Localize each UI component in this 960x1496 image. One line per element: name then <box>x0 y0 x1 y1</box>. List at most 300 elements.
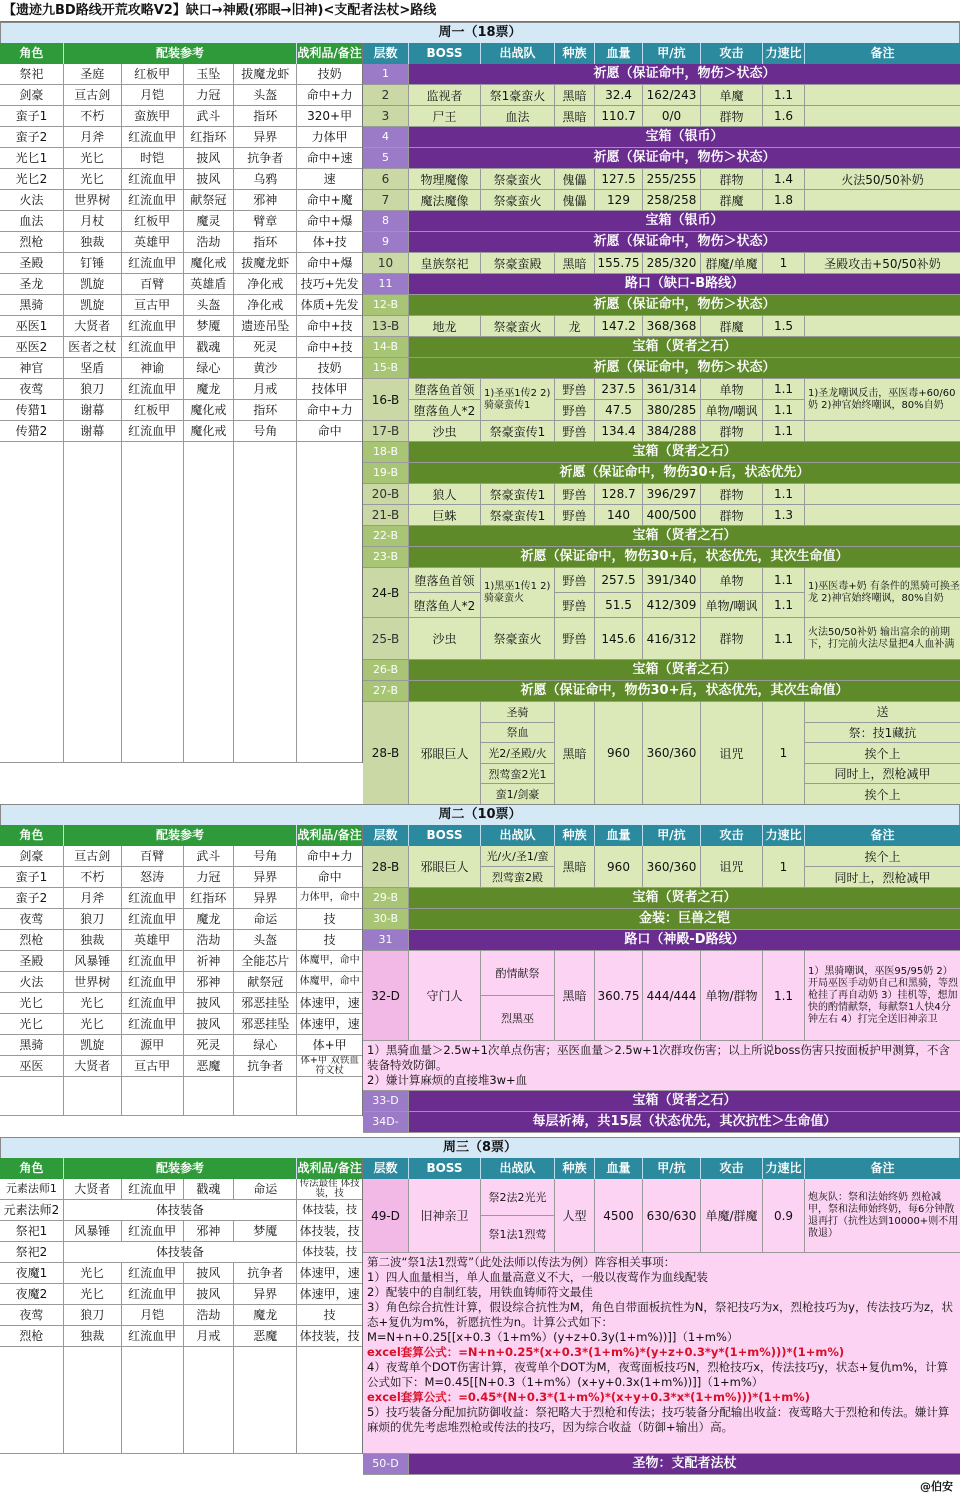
header-8: 备注 <box>870 46 895 60</box>
armor: 444/444 <box>643 951 701 1040</box>
role-gear: 净化戒 <box>234 274 297 294</box>
level-num: 8 <box>363 211 409 231</box>
role-row <box>0 1326 362 1347</box>
header-6: 攻击 <box>701 43 763 64</box>
level-num: 19-B <box>363 463 409 483</box>
note-line: 1）四人血量相当，单人血量高意义不大，一般以夜莺作为血线配装 <box>367 1270 708 1284</box>
ratio: 1.8 <box>763 190 805 210</box>
role-gear: 净化戒 <box>234 295 297 315</box>
boss-row <box>363 190 960 211</box>
role-gear: 独裁 <box>64 930 122 950</box>
note-line: M=N+n+0.25[[x+0.3（1+m%）(y+z+0.3y(1+m%))]]（1+m%） <box>367 1330 739 1344</box>
hp: 155.75 <box>595 253 643 273</box>
role-gear: 红板甲 <box>122 64 184 84</box>
role-gear: 异界 <box>234 127 297 147</box>
role-row <box>0 295 362 316</box>
author-credit: @伯安 <box>920 1480 953 1493</box>
week2-header: 周二（10票） <box>0 804 960 826</box>
role-gear: 百臂 <box>122 846 184 866</box>
role-gear: 魔龙 <box>184 909 235 929</box>
role-gear: 披风 <box>184 1284 235 1304</box>
team: 祭豪蛮殿 <box>481 253 555 273</box>
boss-name: 邪眼巨人 <box>409 702 481 804</box>
role-gear: 独裁 <box>64 1326 122 1346</box>
boss-row-teams <box>363 951 960 1041</box>
level-band <box>363 681 960 702</box>
level-num: 49-D <box>363 1179 409 1252</box>
role-row <box>0 867 362 888</box>
role-gear: 抗争者 <box>234 1263 297 1283</box>
boss-row-split <box>363 568 960 618</box>
team: 祭豪蛮传1 <box>481 505 555 525</box>
level-event: 祈愿（保证命中，物伤30+后，状态优先，其次生命值） <box>520 549 849 564</box>
role-gear: 红板甲 <box>122 211 184 231</box>
role-name: 光匕2 <box>0 169 64 189</box>
level-band <box>363 232 960 253</box>
level-num: 7 <box>363 190 409 210</box>
armor: 400/500 <box>643 505 701 525</box>
attack: 群物 <box>701 484 763 504</box>
header-1: BOSS <box>409 43 481 64</box>
attack: 单物 单物/嘲讽 <box>701 379 763 420</box>
role-gear: 红流血甲 <box>122 316 184 336</box>
attack: 单魔 <box>701 85 763 105</box>
armor: 258/258 <box>643 190 701 210</box>
role-gear: 号角 <box>234 846 297 866</box>
race: 野兽 野兽 <box>555 568 595 617</box>
armor: 396/297 <box>643 484 701 504</box>
level-num: 2 <box>363 85 409 105</box>
team: 血法 <box>481 106 555 126</box>
race: 龙 <box>555 316 595 336</box>
role-gear: 红流血甲 <box>122 190 184 210</box>
team: 光2/圣殿/火 <box>481 742 554 763</box>
role-note: 体质+先发 <box>300 298 359 312</box>
role-gear: 英雄甲 <box>122 930 184 950</box>
note: 祭：技1藏抗 <box>805 722 960 743</box>
role-name: 剑豪 <box>0 846 64 866</box>
role-note: 技 <box>323 933 336 947</box>
level-num: 28-B <box>363 702 409 804</box>
role-gear: 浩劫 <box>184 930 235 950</box>
role-row <box>0 1035 362 1056</box>
level-event: 宝箱（银币） <box>645 213 724 228</box>
role-row <box>0 1284 362 1305</box>
hp: 4500 <box>595 1179 643 1252</box>
team: 圣骑 <box>506 705 529 719</box>
hp: 140 <box>595 505 643 525</box>
boss-name: 物理魔像 <box>409 169 481 189</box>
role-name: 火法 <box>0 190 64 210</box>
role-row <box>0 1305 362 1326</box>
team: 祭1豪蛮火 <box>481 85 555 105</box>
role-gear: 红流血甲 <box>122 972 184 992</box>
team: 祭豪蛮火 <box>481 316 555 336</box>
level-event: 路口（神殿-D路线） <box>624 932 745 947</box>
role-gear: 光匕 <box>64 169 122 189</box>
col-loot: 战利品/备注 <box>297 828 362 842</box>
boss-panel-week3 <box>363 1158 960 1475</box>
boss-panel-week2 <box>363 825 960 1133</box>
role-gear: 光匕 <box>64 1014 122 1034</box>
boss-name: 监视者 <box>409 85 481 105</box>
armor: 360/360 <box>643 846 701 887</box>
note: 1)圣龙嘲讽反击，巫医毒+60/60奶 2)神官始终嘲讽，80%自奶 <box>808 387 956 411</box>
level-num: 6 <box>363 169 409 189</box>
role-row <box>0 1179 362 1200</box>
race: 黑暗 <box>555 253 595 273</box>
boss-row <box>363 106 960 127</box>
ratio: 1 <box>763 702 805 804</box>
role-gear: 世界树 <box>64 972 122 992</box>
armor: 162/243 <box>643 85 701 105</box>
role-gear: 浩劫 <box>184 1305 235 1325</box>
role-name: 传猎2 <box>0 421 64 441</box>
role-gear: 异界 <box>234 888 297 908</box>
team: 祭豪蛮传1 <box>481 484 555 504</box>
role-row <box>0 337 362 358</box>
role-gear: 红流血甲 <box>122 127 184 147</box>
role-row <box>0 85 362 106</box>
role-row <box>0 190 362 211</box>
note <box>805 106 960 126</box>
role-note: 命中+魔 <box>306 193 353 207</box>
role-note: 体魔甲，命中 <box>299 976 360 987</box>
level-band <box>363 1112 960 1133</box>
level-event: 祈愿（保证命中，物伤30+后，状态优先，其次生命值） <box>520 683 849 698</box>
note <box>805 421 960 441</box>
team: 1)黑巫1传1 2)骑豪蛮火 <box>481 568 555 617</box>
attack: 诅咒 <box>701 702 763 804</box>
boss-row <box>363 618 960 660</box>
header-7: 力速比 <box>763 825 805 846</box>
level-num: 16-B <box>363 379 409 420</box>
attack: 群魔/单魔 <box>701 253 763 273</box>
role-gear: 光匕 <box>64 1284 122 1304</box>
role-name: 祭祀2 <box>0 1242 64 1262</box>
role-gear: 魔灵 <box>184 211 235 231</box>
note: 炮灰队：祭和法始终奶 烈枪减甲，祭和法师始终奶，每6分钟散退再打（抗性达到10000+则不用散退） <box>808 1191 959 1239</box>
boss-row-teams <box>363 702 960 805</box>
boss-name: 巨蛛 <box>409 505 481 525</box>
role-panel <box>0 825 363 1116</box>
notes <box>805 846 960 887</box>
boss-panel-week1 <box>363 43 960 805</box>
ratio: 1 <box>763 846 805 887</box>
role-gear: 红流血甲 <box>122 337 184 357</box>
armor: 384/288 <box>643 421 701 441</box>
role-name: 光匕 <box>0 1014 64 1034</box>
role-gear: 狼刀 <box>64 379 122 399</box>
role-row <box>0 127 362 148</box>
level-event: 宝箱（贤者之石） <box>632 662 737 677</box>
level-band <box>363 211 960 232</box>
role-gear: 命运 <box>234 909 297 929</box>
role-gear: 恶魔 <box>184 1056 235 1076</box>
race: 黑暗 <box>555 702 595 804</box>
role-gear: 大贤者 <box>64 316 122 336</box>
header-5: 甲/抗 <box>643 825 701 846</box>
header-8: 备注 <box>870 828 895 842</box>
level-band <box>363 547 960 568</box>
level-num: 1 <box>363 64 409 84</box>
note: 送 <box>876 705 889 720</box>
race: 黑暗 <box>555 85 595 105</box>
boss-name: 沙虫 <box>409 421 481 441</box>
role-gear: 红流血甲 <box>122 379 184 399</box>
ratio: 1.1 <box>763 85 805 105</box>
role-row <box>0 1200 362 1221</box>
attack: 诅咒 <box>701 846 763 887</box>
role-gear: 红流血甲 <box>122 1263 184 1283</box>
race: 黑暗 <box>555 846 595 887</box>
role-gear: 医者之杖 <box>64 337 122 357</box>
attack: 群物 <box>701 421 763 441</box>
role-row <box>0 1014 362 1035</box>
role-gear: 红流血甲 <box>122 1014 184 1034</box>
role-gear: 红流血甲 <box>122 951 184 971</box>
level-band <box>363 337 960 358</box>
team: 蛮1/剑豪 <box>481 783 554 804</box>
role-note: 命中+力 <box>306 849 353 863</box>
team: 祭豪蛮火 <box>481 169 555 189</box>
ratio: 1.3 <box>763 505 805 525</box>
role-name: 巫医 <box>0 1056 64 1076</box>
ratio: 1.1 1.1 <box>763 379 805 420</box>
level-num: 33-D <box>363 1091 409 1111</box>
level-band <box>363 148 960 169</box>
team: 祭1法1烈莺 <box>481 1215 554 1252</box>
level-band <box>363 1454 960 1475</box>
level-num: 12-B <box>363 295 409 315</box>
role-gear: 亘古剑 <box>64 85 122 105</box>
role-gear: 神谕 <box>122 358 184 378</box>
boss-row <box>363 316 960 337</box>
role-gear: 邪神 <box>184 1221 235 1241</box>
level-event: 祈愿（保证命中，物伤＞状态） <box>593 360 776 375</box>
armor: 416/312 <box>643 618 701 659</box>
col-role: 角色 <box>0 1158 64 1179</box>
ratio: 1.4 <box>763 169 805 189</box>
attack: 单魔/群魔 <box>701 1179 763 1252</box>
role-note: 命中+速 <box>306 151 353 165</box>
role-note: 体速甲，速 <box>299 1266 360 1280</box>
level-num: 25-B <box>363 618 409 659</box>
role-gear: 狼刀 <box>64 909 122 929</box>
attack: 群魔 <box>701 190 763 210</box>
role-gear: 怒涛 <box>122 867 184 887</box>
role-panel <box>0 43 363 763</box>
header-7: 力速比 <box>763 43 805 64</box>
level-band <box>363 442 960 463</box>
boss-name: 地龙 <box>409 316 481 336</box>
col-gear: 配装参考 <box>64 825 297 846</box>
role-gear: 献祭冠 <box>234 972 297 992</box>
role-note: 体技装，技 <box>302 1245 358 1258</box>
role-gear: 抗争者 <box>234 148 297 168</box>
note: 1)巫医毒+奶 有条件的黑骑可换圣龙 2)神官始终嘲讽，80%自奶 <box>808 580 960 604</box>
level-event: 宝箱（贤者之石） <box>632 890 737 905</box>
hp: 960 <box>595 702 643 804</box>
level-num: 30-B <box>363 909 409 929</box>
role-row <box>0 993 362 1014</box>
role-gear: 指环 <box>234 232 297 252</box>
role-note: 体魔甲，命中 <box>299 955 360 966</box>
role-gear: 独裁 <box>64 232 122 252</box>
role-gear: 异界 <box>234 1284 297 1304</box>
header-4: 血量 <box>595 43 643 64</box>
boss-name: 邪眼巨人 <box>409 846 481 887</box>
level-event: 圣物：支配者法杖 <box>632 1456 737 1471</box>
role-gear: 世界树 <box>64 190 122 210</box>
level-num: 31 <box>363 930 409 950</box>
header-0: 层数 <box>363 825 409 846</box>
role-gear: 披风 <box>184 148 235 168</box>
level-event: 宝箱（贤者之石） <box>632 1093 737 1108</box>
role-note: 命中+力 <box>306 88 353 102</box>
boss-name: 堕落鱼首领 堕落鱼人*2 <box>409 379 481 420</box>
level-event: 祈愿（保证命中，物伤＞状态） <box>593 297 776 312</box>
role-gear: 凯旋 <box>64 274 122 294</box>
role-gear: 力冠 <box>184 85 235 105</box>
role-note: 技奶 <box>317 67 342 81</box>
race: 傀儡 <box>555 169 595 189</box>
role-row <box>0 1056 362 1077</box>
role-name: 祭祀 <box>0 64 64 84</box>
note: 1）黑骑嘲讽，巫医95/95奶 2）开局巫医手动奶自己和黑骑，等烈枪挂了再自动奶 3）挂机等，想加快的酌情献祭，每献祭1人快4分钟左右 4）打完全送旧神亲卫 <box>808 965 958 1025</box>
attack: 群物 <box>701 106 763 126</box>
role-gear: 风暴锤 <box>64 1221 122 1241</box>
role-gear: 武斗 <box>184 846 235 866</box>
role-row <box>0 846 362 867</box>
ratio: 1 <box>763 253 805 273</box>
role-gear: 光匕 <box>64 148 122 168</box>
role-gear: 红指环 <box>184 888 235 908</box>
role-gear: 凯旋 <box>64 1035 122 1055</box>
role-note: 技体甲 <box>311 382 348 396</box>
role-gear: 红流血甲 <box>122 253 184 273</box>
role-name: 烈枪 <box>0 232 64 252</box>
race: 野兽 <box>555 505 595 525</box>
role-gear: 祈神 <box>184 951 235 971</box>
header-2: 出战队 <box>481 825 555 846</box>
role-gear: 绿心 <box>184 358 235 378</box>
level-event: 宝箱（贤者之石） <box>632 444 737 459</box>
role-name: 蛮子2 <box>0 127 64 147</box>
role-gear: 光匕 <box>64 1263 122 1283</box>
role-gear: 号角 <box>234 421 297 441</box>
role-note: 命中+技 <box>306 340 353 354</box>
role-row <box>0 1242 362 1263</box>
level-num: 50-D <box>363 1454 409 1474</box>
ratio: 0.9 <box>763 1179 805 1252</box>
role-row <box>0 358 362 379</box>
role-name: 元素法师1 <box>0 1179 64 1199</box>
empty-area <box>0 1347 362 1454</box>
level-event: 路口（缺口-B路线） <box>624 276 745 291</box>
race: 野兽 <box>555 421 595 441</box>
role-gear: 狼刀 <box>64 1305 122 1325</box>
role-row <box>0 64 362 85</box>
role-note: 命中+爆 <box>306 256 353 270</box>
role-note: 技巧+先发 <box>300 277 359 291</box>
role-name: 圣殿 <box>0 253 64 273</box>
role-row <box>0 316 362 337</box>
empty-area <box>0 1077 362 1116</box>
race: 野兽 <box>555 618 595 659</box>
header-6: 攻击 <box>701 1158 763 1179</box>
note-line: 4）夜莺单个DOT伤害计算，夜莺单个DOT为M，夜莺面板技巧N，烈枪技巧x，传法技巧y，状态+复仇m%，计算公式如下：M=0.45[[N+0.3（1+m%）(x+y+0.3x(1+m%))]]（1+m%） <box>367 1360 949 1389</box>
col-loot: 战利品/备注 <box>297 46 362 60</box>
header-3: 种族 <box>555 43 595 64</box>
role-gear: 拔魔龙虾 <box>234 64 297 84</box>
level-num: 13-B <box>363 316 409 336</box>
page-title: 【遗迹九BD路线开荒攻略V2】缺口→神殿(邪眼→旧神)<支配者法杖>路线 <box>0 0 960 22</box>
role-gear: 披风 <box>184 993 235 1013</box>
role-panel <box>0 1158 363 1454</box>
role-gear: 凯旋 <box>64 295 122 315</box>
level-band <box>363 64 960 85</box>
header-2: 出战队 <box>481 1158 555 1179</box>
role-gear: 指环 <box>234 106 297 126</box>
header-6: 攻击 <box>701 825 763 846</box>
role-name: 蛮子2 <box>0 888 64 908</box>
empty-area <box>0 442 362 763</box>
boss-name: 旧神亲卫 <box>409 1179 481 1252</box>
boss-row-split <box>363 379 960 421</box>
boss-row <box>363 505 960 526</box>
role-gear: 红流血甲 <box>122 169 184 189</box>
team: 1)圣巫1传2 2)骑豪蛮传1 <box>481 379 555 420</box>
level-num: 32-D <box>363 951 409 1040</box>
role-name: 夜魔1 <box>0 1263 64 1283</box>
team: 祭豪蛮火 <box>481 618 555 659</box>
role-gear: 红流血甲 <box>122 909 184 929</box>
hp: 110.7 <box>595 106 643 126</box>
level-num: 17-B <box>363 421 409 441</box>
role-gear: 月戒 <box>184 1326 235 1346</box>
role-note: 技 <box>323 912 336 926</box>
ratio: 1.1 1.1 <box>763 568 805 617</box>
role-gear: 魔龙 <box>234 1305 297 1325</box>
hp: 960 <box>595 846 643 887</box>
role-row <box>0 274 362 295</box>
teams <box>481 846 555 887</box>
role-name: 圣殿 <box>0 951 64 971</box>
role-gear: 梦魇 <box>234 1221 297 1241</box>
role-gear: 月铠 <box>122 1305 184 1325</box>
role-gear: 头盔 <box>234 85 297 105</box>
role-gear: 魔化戒 <box>184 400 235 420</box>
role-name: 夜魔2 <box>0 1284 64 1304</box>
role-gear: 体技装备 <box>64 1200 297 1220</box>
role-name: 夜莺 <box>0 1305 64 1325</box>
level-num: 20-B <box>363 484 409 504</box>
armor: 0/0 <box>643 106 701 126</box>
boss-row <box>363 85 960 106</box>
role-gear: 武斗 <box>184 106 235 126</box>
note <box>805 190 960 210</box>
level-event: 宝箱（贤者之石） <box>632 528 737 543</box>
level-num: 3 <box>363 106 409 126</box>
armor: 360/360 <box>643 702 701 804</box>
role-gear: 谢幕 <box>64 400 122 420</box>
note-line: excel套算公式：=N+n+0.25*(x+0.3*(1+m%)*(y+z+0.3*y*(1+m%)))*(1+m%) <box>367 1345 845 1359</box>
level-event: 祈愿（保证命中，物伤30+后，状态优先） <box>559 465 810 480</box>
note-line: 3）角色综合抗性计算，假设综合抗性为M，角色自带面板抗性为N，祭祀技巧为x，烈枪技巧为y，传法技巧为z，状态+复仇为m%，祈愿抗性为n。计算公式如下： <box>367 1300 953 1329</box>
role-gear: 红流血甲 <box>122 1326 184 1346</box>
role-gear: 月斧 <box>64 127 122 147</box>
